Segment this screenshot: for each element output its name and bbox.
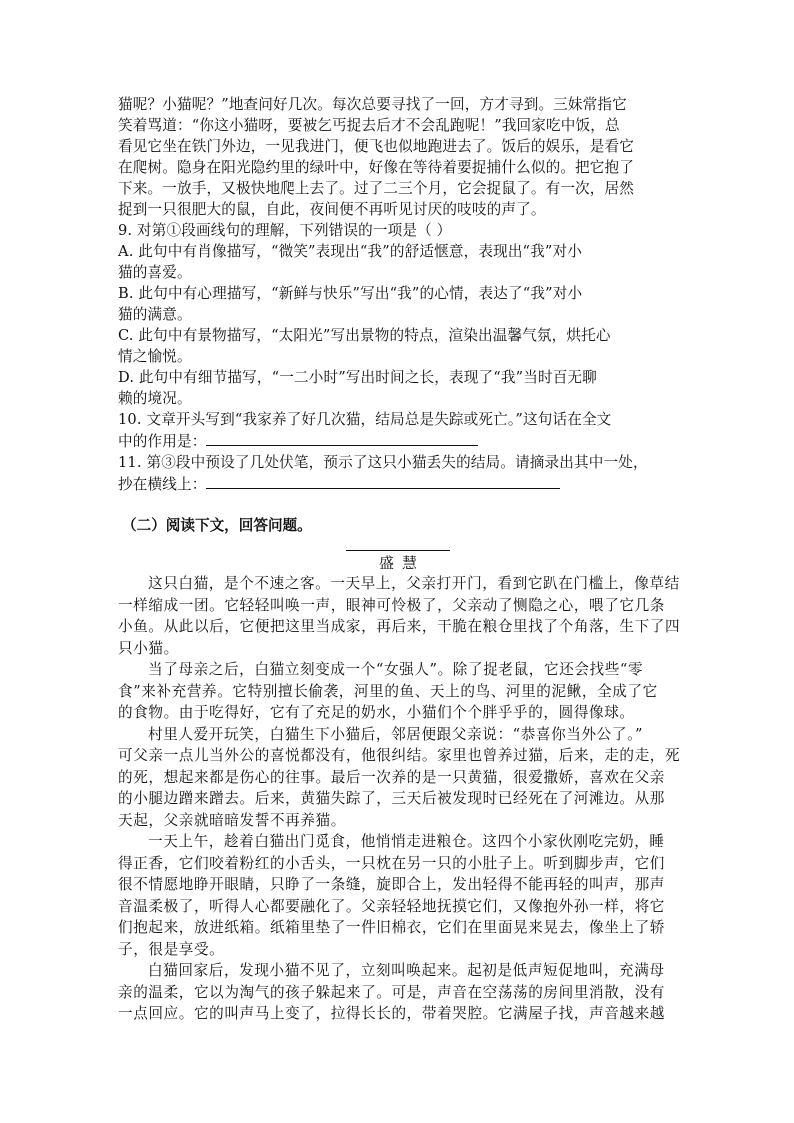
text-line: 下来。一放手，又极快地爬上去了。过了二三个月，它会捉鼠了。有一次，居然 xyxy=(118,180,635,197)
paragraph xyxy=(118,659,678,724)
text-line: 捉到一只很肥大的鼠，自此，夜间便不再听见讨厌的吱吱的声了。 xyxy=(118,201,546,218)
paragraph xyxy=(118,960,678,1025)
text-line: 村里人爱开玩笑，白猫生下小猫后，邻居便跟父亲说：“恭喜你当外公了。” xyxy=(148,725,644,743)
option-a-cont: 猫的喜爱。 xyxy=(118,264,192,281)
text-line: 一天上午，趁着白猫出门觅食，他悄悄走进粮仓。这四个小家伙刚吃完奶，睡 xyxy=(148,833,665,850)
title-blank-rule xyxy=(346,550,450,551)
text-line: 子，很是享受。 xyxy=(118,940,225,958)
text-line: 的食物。由于吃得好，它有了充足的奶水，小猫们个个胖乎乎的，圆得像球。 xyxy=(118,704,635,721)
text-line: 这只白猫，是个不速之客。一天早上，父亲打开门，看到它趴在门槛上，像草结 xyxy=(148,575,680,592)
text-line: 一点回应。它的叫声马上变了，拉得长长的，带着哭腔。它满屋子找，声音越来越 xyxy=(118,1005,665,1022)
text-line: 在爬树。隐身在阳光隐约里的绿叶中，好像在等待着要捉捕什么似的。把它抱了 xyxy=(118,159,635,176)
text-line: 天起，父亲就暗暗发誓不再养猫。 xyxy=(118,811,346,829)
text-line: 笑着骂道：“你这小猫呀，要被乞丐捉去后才不会乱跑呢！”我回家吃中饭，总 xyxy=(118,117,620,134)
text-line: 看见它坐在铁门外边，一见我进门，便飞也似地跑进去了。饭后的娱乐，是看它 xyxy=(118,138,635,155)
text-line: 食”来补充营养。它特别擅长偷袭，河里的鱼、天上的鸟、河里的泥鳅，全成了它 xyxy=(118,682,658,700)
text-line: 一样缩成一团。它轻轻叫唤一声，眼神可怜极了，父亲动了恻隐之心，喂了它几条 xyxy=(118,596,665,614)
question-11 xyxy=(118,452,678,495)
passage-one-ending xyxy=(118,94,678,220)
answer-line xyxy=(118,473,678,495)
option-b-cont: 猫的满意。 xyxy=(118,306,192,323)
question-stem: 11. 第③段中预设了几处伏笔，预示了这只小猫丢失的结局。请摘录出其中一处， xyxy=(118,454,648,471)
paragraph xyxy=(118,831,678,960)
passage-author: 盛慧 xyxy=(378,554,425,572)
text-line: 的小腿边蹭来蹭去。后来，黄猫失踪了，三天后被发现时已经死在了河滩边。从那 xyxy=(118,790,665,807)
text-line: 可父亲一点儿当外公的喜悦都没有，他很纠结。家里也曾养过猫，后来，走的走，死 xyxy=(118,747,681,764)
text-line: 小鱼。从此以后，它便把这里当成家，再后来，干脆在粮仓里找了个角落，生下了四 xyxy=(118,618,681,635)
question-9 xyxy=(118,220,678,409)
text-line: 亲的温柔，它以为淘气的孩子躲起来了。可是，声音在空荡荡的房间里消散，没有 xyxy=(118,983,665,1001)
option-c: C. 此句中有景物描写，“太阳光”写出景物的特点，渲染出温馨气氛，烘托心 xyxy=(118,327,611,344)
question-10 xyxy=(118,409,678,452)
text-line: 们抱起来，放进纸箱。纸箱里垫了一件旧棉衣，它们在里面晃来晃去，像坐上了轿 xyxy=(118,919,665,936)
text-line: 的死，想起来都是伤心的往事。最后一次养的是一只黄猫，很爱撒娇，喜欢在父亲 xyxy=(118,768,665,786)
option-d: D. 此句中有细节描写，“一二小时”写出时间之长，表现了“我”当时百无聊 xyxy=(118,369,597,386)
answer-blank[interactable] xyxy=(206,430,478,446)
text-line: 白猫回家后，发现小猫不见了，立刻叫唤起来。起初是低声短促地叫，充满母 xyxy=(148,962,665,979)
option-d-cont: 赖的境况。 xyxy=(118,390,192,407)
question-prompt: 中的作用是： xyxy=(118,433,207,450)
text-line: 当了母亲之后，白猫立刻变成一个“女强人”。除了捉老鼠，它还会找些“零 xyxy=(148,661,644,678)
option-a: A. 此句中有肖像描写，“微笑”表现出“我”的舒适惬意，表现出“我”对小 xyxy=(118,243,583,260)
text-line: 音温柔极了，听得人心都要融化了。父亲轻轻地抚摸它们，又像抱外孙一样，将它 xyxy=(118,897,665,915)
passage-body xyxy=(118,573,681,1025)
answer-line xyxy=(118,430,678,452)
option-b: B. 此句中有心理描写，“新鲜与快乐”写出“我”的心情，表达了“我”对小 xyxy=(118,285,583,302)
paragraph xyxy=(118,573,681,659)
text-line: 猫呢？小猫呢？”地查问好几次。每次总要寻找了一回，方才寻到。三妹常指它 xyxy=(118,96,627,113)
text-line: 很不情愿地睁开眼睛，只睁了一条缝，旋即合上，发出轻得不能再轻的叫声，那声 xyxy=(118,876,665,893)
document-page xyxy=(118,94,681,1025)
question-prompt: 抄在横线上： xyxy=(118,476,207,493)
passage-title-block xyxy=(118,550,678,573)
section-heading: （二）阅读下文，回答问题。 xyxy=(122,517,312,534)
question-stem: 10. 文章开头写到“我家养了好几次猫，结局总是失踪或死亡。”这句话在全文 xyxy=(118,411,612,428)
text-line: 只小猫。 xyxy=(118,639,179,657)
question-stem: 9. 对第①段画线句的理解，下列错误的一项是（ ） xyxy=(118,222,452,239)
text-line: 得正香，它们咬着粉红的小舌头，一只枕在另一只的小肚子上。听到脚步声，它们 xyxy=(118,854,665,872)
paragraph xyxy=(118,724,681,832)
option-c-cont: 情之愉悦。 xyxy=(118,348,192,365)
answer-blank[interactable] xyxy=(206,473,560,489)
